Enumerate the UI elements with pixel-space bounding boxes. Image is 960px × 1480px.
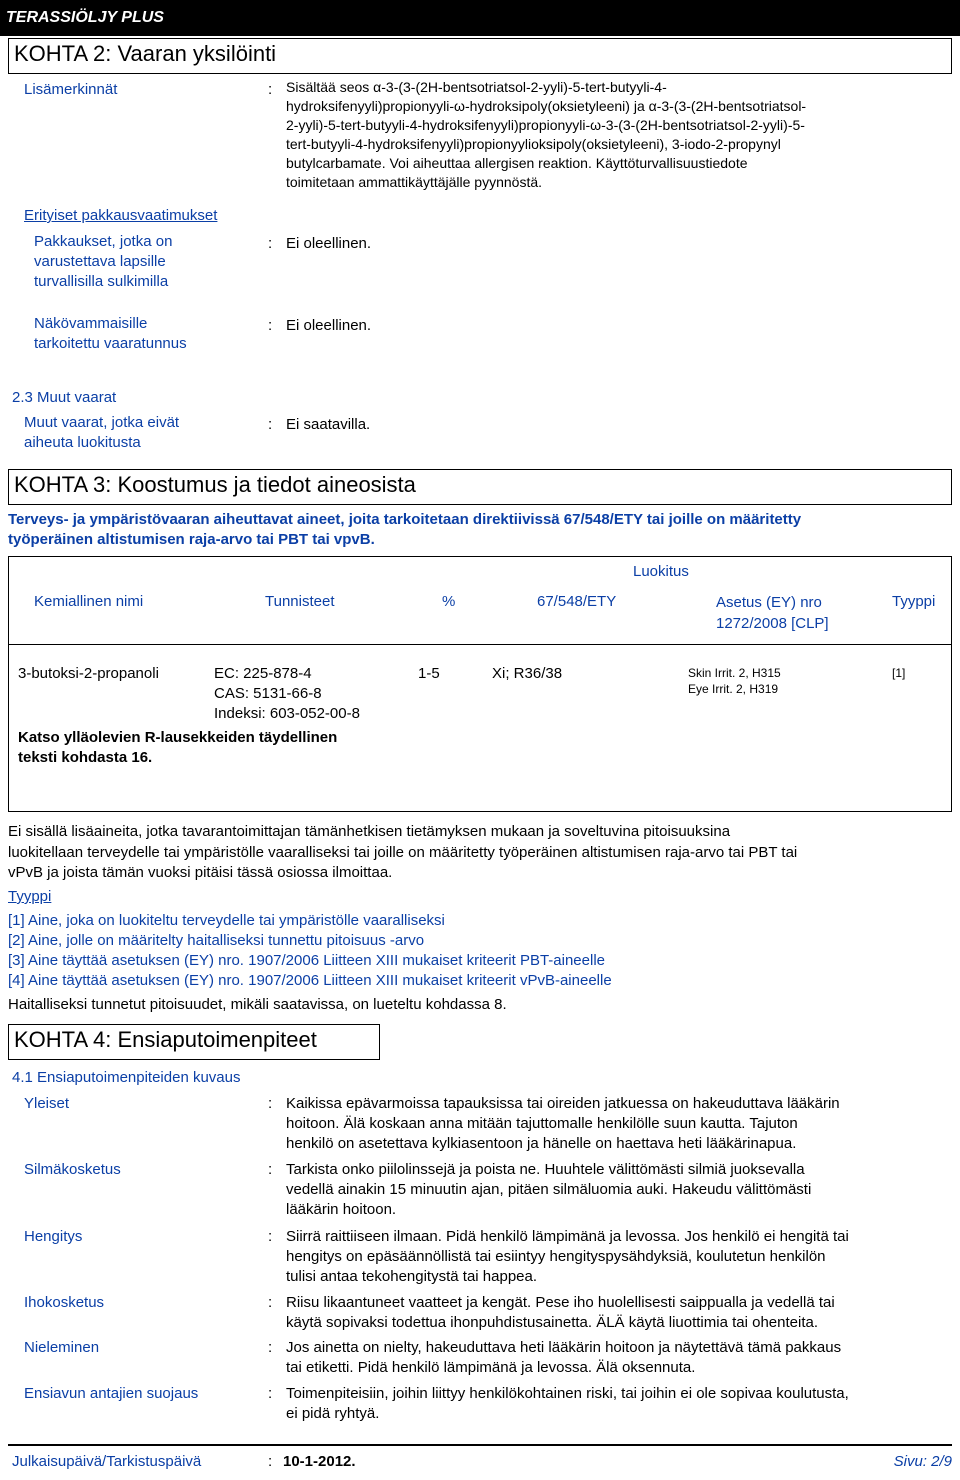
section-3-title: KOHTA 3: Koostumus ja tiedot aineosista: [14, 472, 416, 497]
text-line: käytä sopivaksi todettua ihonpuhdistusainetta. ÄLÄ käytä liuottimia tai ohenteita.: [286, 1314, 818, 1331]
note-line: hydroksifenyyli)propionyyli-ω-hydroksipoly(oksietyleeni) ja α-3-(3-(2H-bentsotriatsol-: [286, 98, 807, 114]
footer-page-number: Sivu: 2/9: [893, 1453, 952, 1470]
other-hazards-heading: 2.3 Muut vaarat: [12, 389, 117, 406]
r-phrases-note: [18, 728, 337, 768]
header-line: 1272/2008 [CLP]: [716, 615, 829, 632]
additives-paragraph: [8, 822, 952, 884]
colon: :: [268, 1161, 273, 1178]
child-closures-label: [34, 232, 172, 292]
note-line: 2-yyli)-5-tert-butyyli-4-hydroksifenyyli)propionyyli-ω-3-(3-(2H-bentsotriatsol-2-yyli)-5-: [286, 117, 805, 133]
colon: :: [268, 1339, 273, 1356]
text-line: Riisu likaantuneet vaatteet ja kengät. Pese iho huolellisesti saippualla ja vedellä tai: [286, 1294, 835, 1311]
text-line: Jos ainetta on nielty, hakeuduttava heti lääkärin hoitoon ja näytettävä tämä pakkaus: [286, 1339, 842, 1356]
first-aid-label-responders: Ensiavun antajien suojaus: [24, 1385, 199, 1402]
colon: :: [268, 1228, 273, 1245]
type-legend: [8, 911, 612, 991]
cell-dsd-classification: Xi; R36/38: [492, 665, 563, 682]
section-2-title: KOHTA 2: Vaaran yksilöinti: [14, 41, 277, 66]
text-line: ei pidä ryhtyä.: [286, 1405, 380, 1422]
first-aid-label-inhalation: Hengitys: [24, 1228, 83, 1245]
colon: :: [268, 416, 273, 433]
first-aid-label-general: Yleiset: [24, 1095, 70, 1112]
cell-type: [1]: [892, 666, 906, 680]
product-name: TERASSIÖLJY PLUS: [6, 9, 164, 26]
colon: :: [268, 317, 273, 334]
first-aid-label-eye: Silmäkosketus: [24, 1161, 121, 1178]
column-header-clp: [716, 592, 829, 634]
label-line: tarkoitettu vaaratunnus: [34, 335, 187, 352]
note-line: Katso ylläolevien R-lausekkeiden täydellinen: [18, 729, 338, 746]
identifier-line: EC: 225-878-4: [214, 665, 312, 682]
first-aid-label-skin: Ihokosketus: [24, 1294, 105, 1311]
first-aid-text-responders: [286, 1384, 950, 1424]
label-line: aiheuta luokitusta: [24, 434, 141, 451]
clp-line: Eye Irrit. 2, H319: [688, 682, 779, 696]
text-line: henkilö on asetettava kylkiasentoon ja hänelle on haettava heti lääkärinapua.: [286, 1135, 797, 1152]
first-aid-text-ingestion: [286, 1338, 946, 1378]
cell-clp-classification: [688, 665, 781, 697]
tactile-warning-label: [34, 314, 187, 354]
first-aid-text-general: [286, 1094, 946, 1154]
first-aid-text-eye: [286, 1160, 946, 1220]
first-aid-label-ingestion: Nieleminen: [24, 1339, 100, 1356]
column-header-type: Tyyppi: [892, 593, 936, 610]
text-line: hoitoon. Älä koskaan anna mitään tajuttomalle henkilölle suun kautta. Tajuton: [286, 1115, 798, 1132]
paragraph-line: luokitellaan terveydelle tai ympäristölle vaaralliseksi tai joille on määritetty työperäinen altistumisen raja-arvo tai PBT tai: [8, 843, 798, 861]
special-packaging-heading: Erityiset pakkausvaatimukset: [24, 207, 218, 224]
intro-line: työperäinen altistumisen raja-arvo tai PBT tai vpvB.: [8, 531, 375, 548]
text-line: Toimenpiteisiin, joihin liittyy henkilökohtainen riski, tai joihin ei ole sopivaa koulutusta,: [286, 1385, 849, 1402]
footer-date-value: 10-1-2012.: [283, 1453, 356, 1470]
additional-notes-text: [286, 78, 946, 192]
column-header-name: Kemiallinen nimi: [34, 593, 144, 610]
intro-line: Terveys- ja ympäristövaaran aiheuttavat aineet, joita tarkoitetaan direktiivissä 67/548/ETY tai joille on määritetty: [8, 511, 802, 528]
first-aid-subheading: 4.1 Ensiaputoimenpiteiden kuvaus: [12, 1069, 241, 1086]
text-line: Siirrä raittiiseen ilmaan. Pidä henkilö lämpimänä ja levossa. Jos henkilö ei hengitä tai: [286, 1228, 849, 1245]
first-aid-text-skin: [286, 1293, 946, 1333]
column-header-identifiers: Tunnisteet: [265, 593, 335, 610]
header-line: Asetus (EY) nro: [716, 594, 822, 611]
identifier-line: Indeksi: 603-052-00-8: [214, 705, 360, 722]
text-line: tai etiketti. Pidä henkilö lämpimänä ja levossa. Älä oksennuta.: [286, 1359, 696, 1376]
label-line: Näkövammaisille: [34, 315, 148, 332]
other-hazards-value: Ei saatavilla.: [286, 416, 371, 433]
clp-line: Skin Irrit. 2, H315: [688, 666, 781, 680]
column-header-dsd: 67/548/ETY: [537, 593, 617, 610]
first-aid-text-inhalation: [286, 1227, 946, 1287]
label-line: Pakkaukset, jotka on: [34, 233, 173, 250]
note-line: Sisältää seos α-3-(3-(2H-bentsotriatsol-2-yyli)-5-tert-butyyli-4-: [286, 79, 667, 95]
child-closures-value: Ei oleellinen.: [286, 235, 372, 252]
note-line: tert-butyyli-4-hydroksifenyyli)propionyylioksipoly(oksietyleeni), 3-iodo-2-propynyl: [286, 136, 781, 152]
paragraph-line: Ei sisällä lisäaineita, jotka tavarantoimittajan tämänhetkisen tietämyksen mukaan ja soveltuvina pitoisuuksina: [8, 823, 731, 840]
section-3-intro: [8, 510, 952, 550]
label-line: varustettava lapsille: [34, 253, 166, 270]
note-line: teksti kohdasta 16.: [18, 749, 153, 766]
colon: :: [268, 1385, 273, 1402]
label-line: turvallisilla sulkimilla: [34, 273, 169, 290]
colon: :: [268, 1294, 273, 1311]
text-line: hengitys on epäsäännöllistä tai esiintyy hengityspysähdyksiä, koulutetun henkilön: [286, 1248, 826, 1265]
other-hazards-label: [24, 413, 179, 453]
colon: :: [268, 235, 273, 252]
cell-chemical-name: 3-butoksi-2-propanoli: [18, 665, 159, 682]
cell-percent: 1-5: [418, 665, 440, 682]
type-item: [2] Aine, jolle on määritelty haitalliseksi tunnettu pitoisuus -arvo: [8, 932, 425, 949]
colon: :: [268, 1095, 273, 1112]
identifier-line: CAS: 5131-66-8: [214, 685, 322, 702]
section-4-title: KOHTA 4: Ensiaputoimenpiteet: [14, 1027, 317, 1052]
text-line: tulisi antaa tekohengitystä tai happea.: [286, 1268, 538, 1285]
exposure-limits-note: Haitalliseksi tunnetut pitoisuudet, mikäli saatavissa, on lueteltu kohdassa 8.: [8, 996, 507, 1013]
cell-identifiers: [214, 664, 360, 724]
text-line: Kaikissa epävarmoissa tapauksissa tai oireiden jatkuessa on hakeuduttava lääkärin: [286, 1095, 840, 1112]
colon: :: [268, 1453, 273, 1470]
tactile-warning-value: Ei oleellinen.: [286, 317, 372, 334]
type-item: [3] Aine täyttää asetuksen (EY) nro. 1907/2006 Liitteen XIII mukaiset kriteerit PBT-aineelle: [8, 952, 605, 969]
note-line: toimitetaan ammattikäyttäjälle pyynnöstä.: [286, 174, 543, 190]
colon: :: [268, 81, 273, 98]
column-header-percent: %: [442, 593, 456, 610]
text-line: Tarkista onko piilolinssejä ja poista ne. Huuhtele välittömästi silmiä juoksevalla: [286, 1161, 805, 1178]
text-line: vedellä ainakin 15 minuutin ajan, pitäen silmäluomia auki. Hakeudu välittömästi: [286, 1181, 812, 1198]
type-item: [4] Aine täyttää asetuksen (EY) nro. 1907/2006 Liitteen XIII mukaiset kriteerit vPvB-aineelle: [8, 972, 612, 989]
type-item: [1] Aine, joka on luokiteltu terveydelle tai ympäristölle vaaralliseksi: [8, 912, 445, 929]
classification-group-header: Luokitus: [633, 563, 689, 580]
footer-date-label: Julkaisupäivä/Tarkistuspäivä: [12, 1453, 202, 1470]
table-header-divider: [9, 644, 951, 645]
note-line: butylcarbamate. Voi aiheuttaa allergisen reaktion. Käyttöturvallisuustiedote: [286, 155, 748, 171]
type-heading: Tyyppi: [8, 888, 52, 905]
document-header-bar: [0, 0, 960, 36]
label-line: Muut vaarat, jotka eivät: [24, 414, 180, 431]
footer-divider: [8, 1444, 952, 1446]
paragraph-line: vPvB ja joista tämän vuoksi pitäisi tässä osiossa ilmoittaa.: [8, 864, 393, 881]
additional-notes-label: Lisämerkinnät: [24, 81, 118, 98]
text-line: lääkärin hoitoon.: [286, 1201, 397, 1218]
